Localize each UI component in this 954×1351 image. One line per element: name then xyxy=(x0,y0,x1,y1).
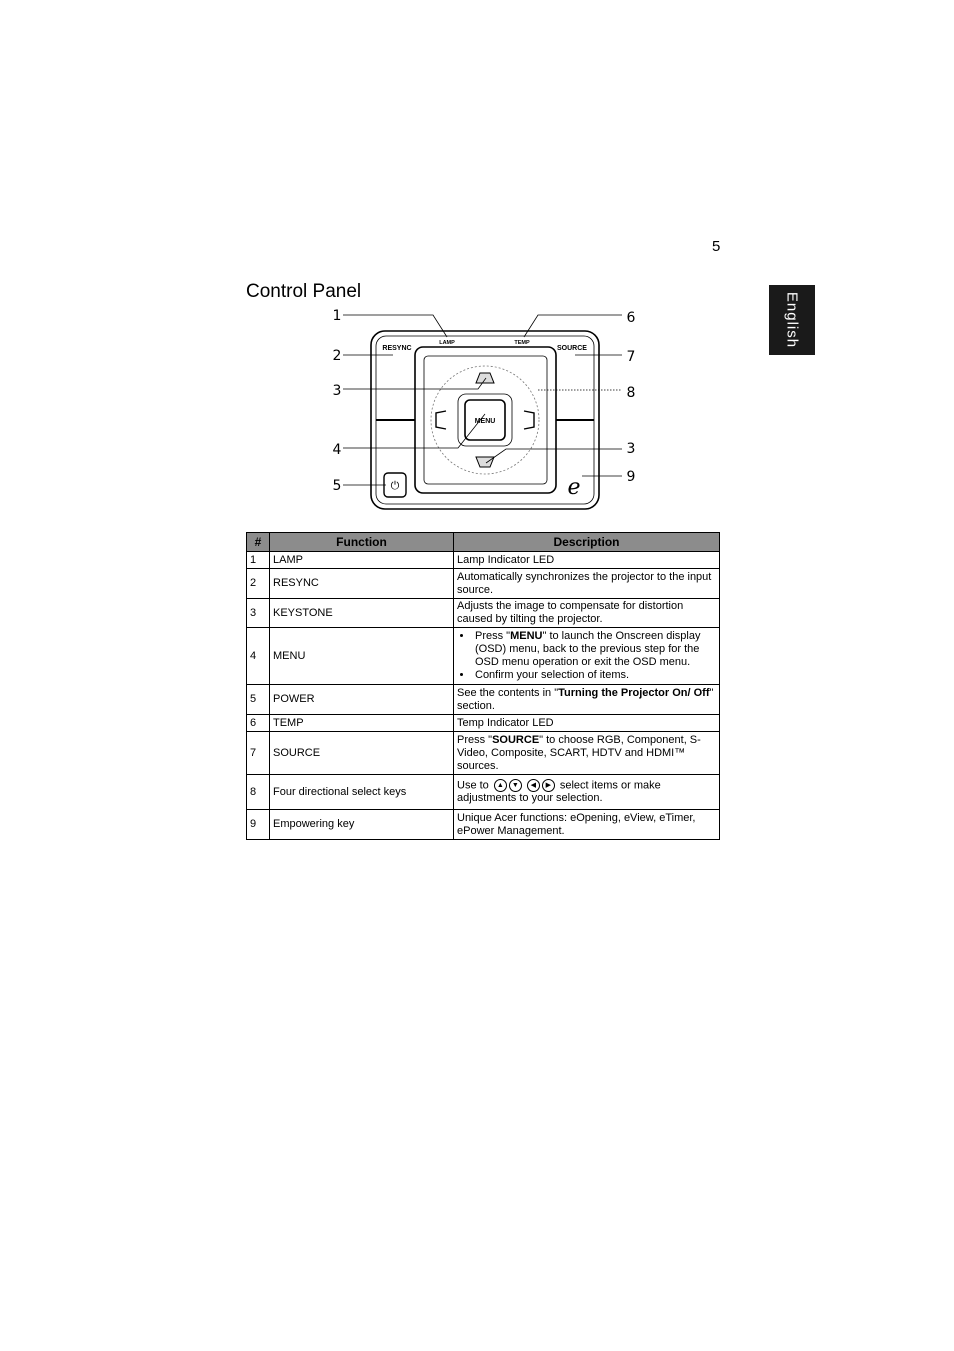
bullet-key-name: MENU xyxy=(510,630,543,642)
callout-8: 8 xyxy=(626,385,636,401)
leader-line-6 xyxy=(524,315,622,337)
table-row xyxy=(247,628,720,685)
row-description: Lamp Indicator LED xyxy=(454,552,720,569)
callout-3-right: 3 xyxy=(626,441,636,457)
right-arrow-key-icon: ▶ xyxy=(542,779,555,792)
callout-2: 2 xyxy=(332,348,342,364)
bullet-text: Press " xyxy=(475,630,511,642)
table-row xyxy=(247,569,720,599)
row-function: Four directional select keys xyxy=(270,775,454,810)
temp-label: TEMP xyxy=(514,340,530,346)
callout-9: 9 xyxy=(626,469,636,485)
callout-5: 5 xyxy=(332,478,342,494)
leader-line-3-right xyxy=(486,449,622,463)
desc-text: select items or make adjustments to your selection. xyxy=(457,779,661,805)
row-function: Empowering key xyxy=(270,810,454,840)
control-panel-diagram xyxy=(320,300,650,515)
list-item xyxy=(473,630,716,669)
bullet-text: " to launch the Onscreen display (OSD) menu, back to the previous step for the OSD menu operation or exit the OSD menu. xyxy=(475,630,701,668)
empowering-key-icon[interactable]: e xyxy=(567,475,581,500)
row-description xyxy=(454,732,720,775)
row-function: MENU xyxy=(270,628,454,685)
power-icon: ⏻ xyxy=(390,479,400,492)
control-panel-illustration xyxy=(320,300,650,515)
left-key-icon[interactable] xyxy=(436,411,446,429)
direction-keys xyxy=(493,779,556,791)
row-number: 9 xyxy=(247,810,270,840)
row-function: RESYNC xyxy=(270,569,454,599)
left-arrow-key-icon: ◀ xyxy=(527,779,540,792)
row-description: Temp Indicator LED xyxy=(454,715,720,732)
row-function: SOURCE xyxy=(270,732,454,775)
source-label: SOURCE xyxy=(557,345,587,352)
table-row xyxy=(247,810,720,840)
right-key-icon[interactable] xyxy=(524,411,534,429)
table-row xyxy=(247,552,720,569)
table-row xyxy=(247,715,720,732)
callout-3-left: 3 xyxy=(332,383,342,399)
table-header-row xyxy=(247,533,720,552)
row-function: TEMP xyxy=(270,715,454,732)
row-description: Adjusts the image to compensate for distortion caused by tilting the projector. xyxy=(454,599,720,628)
table-row xyxy=(247,732,720,775)
lamp-label: LAMP xyxy=(439,340,455,346)
table-row xyxy=(247,685,720,715)
row-function: LAMP xyxy=(270,552,454,569)
row-description xyxy=(454,628,720,685)
menu-bullet-list xyxy=(457,630,716,682)
row-function: POWER xyxy=(270,685,454,715)
header-function: Function xyxy=(270,533,454,552)
down-arrow-key-icon: ▼ xyxy=(509,779,522,792)
header-number: # xyxy=(247,533,270,552)
header-description: Description xyxy=(454,533,720,552)
row-number: 3 xyxy=(247,599,270,628)
language-tab-label: English xyxy=(783,291,801,349)
leader-line-1 xyxy=(343,315,447,337)
row-description xyxy=(454,685,720,715)
language-tab xyxy=(769,285,815,355)
page-number: 5 xyxy=(712,238,721,255)
up-key-icon[interactable] xyxy=(476,373,494,383)
desc-text: " section. xyxy=(457,686,714,712)
row-number: 4 xyxy=(247,628,270,685)
row-number: 5 xyxy=(247,685,270,715)
desc-text: " to choose RGB, Component, S-Video, Composite, SCART, HDTV and HDMI™ sources. xyxy=(457,733,701,772)
page-title: Control Panel xyxy=(246,281,362,302)
row-number: 1 xyxy=(247,552,270,569)
callout-1: 1 xyxy=(332,308,342,324)
up-arrow-key-icon: ▲ xyxy=(494,779,507,792)
callout-4: 4 xyxy=(332,442,342,458)
row-number: 8 xyxy=(247,775,270,810)
callout-6: 6 xyxy=(626,310,636,326)
function-table xyxy=(246,532,720,840)
row-number: 6 xyxy=(247,715,270,732)
table-row xyxy=(247,599,720,628)
desc-text: See the contents in " xyxy=(457,686,559,699)
row-description: Automatically synchronizes the projector to the input source. xyxy=(454,569,720,599)
row-description xyxy=(454,775,720,810)
bullet-key-name: SOURCE xyxy=(492,733,540,746)
menu-button-label: MENU xyxy=(474,418,496,425)
list-item: • Confirm your selection of items. xyxy=(473,669,716,682)
callout-7: 7 xyxy=(626,349,636,365)
resync-label: RESYNC xyxy=(382,345,412,352)
desc-text: Use to xyxy=(457,779,489,792)
down-key-icon[interactable] xyxy=(476,457,494,467)
section-reference: Turning the Projector On/ Off xyxy=(558,686,710,699)
row-description: Unique Acer functions: eOpening, eView, eTimer, ePower Management. xyxy=(454,810,720,840)
row-number: 2 xyxy=(247,569,270,599)
table-row xyxy=(247,775,720,810)
row-function: KEYSTONE xyxy=(270,599,454,628)
row-number: 7 xyxy=(247,732,270,775)
desc-text: Press " xyxy=(457,733,493,746)
